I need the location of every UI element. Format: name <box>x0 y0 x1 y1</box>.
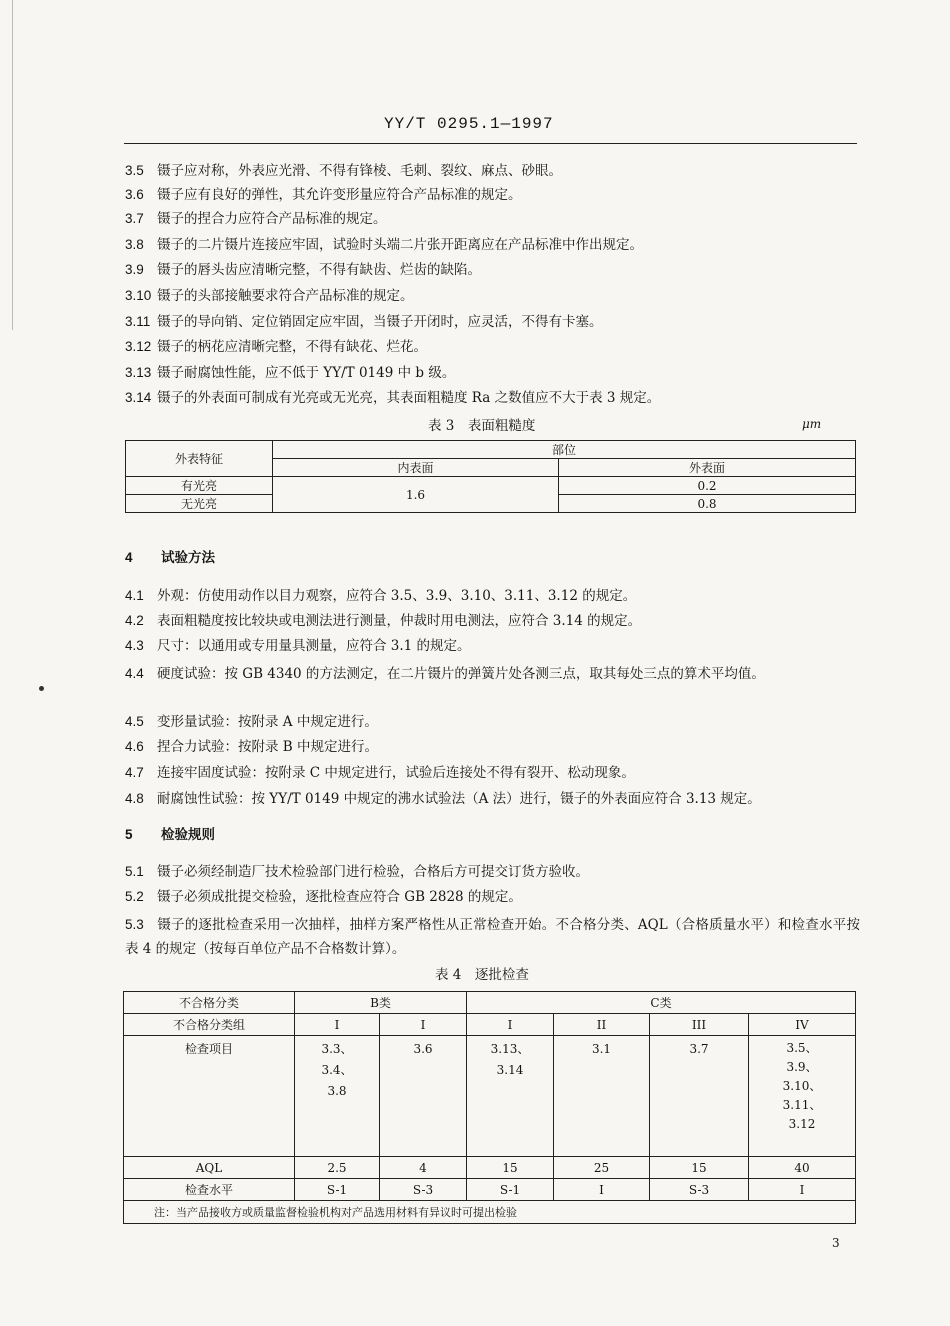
scan-edge-line <box>12 0 13 330</box>
table4-row-label-level: 检查水平 <box>124 1179 295 1201</box>
clause-text: 镊子的逐批检查采用一次抽样，抽样方案严格性从正常检查开始。不合格分类、AQL（合格质量水平）和检查水平按表 4 的规定（按每百单位产品不合格数计算）。 <box>125 917 860 957</box>
table4-group-cell: IV <box>749 1014 856 1036</box>
clause-3-9 <box>125 261 860 279</box>
clause-3-11 <box>125 313 860 331</box>
scan-speck <box>39 686 44 691</box>
table4-items-cell: 3.3、 3.4、 3.8 <box>295 1036 380 1157</box>
clause-text: 镊子的唇头齿应清晰完整，不得有缺齿、烂齿的缺陷。 <box>157 262 481 278</box>
clause-text: 镊子的二片镊片连接应牢固，试验时头端二片张开距离应在产品标准中作出规定。 <box>157 237 643 253</box>
section-title: 检验规则 <box>161 827 215 842</box>
clause-4-4 <box>125 662 860 686</box>
table4-group-cell: II <box>554 1014 650 1036</box>
clause-number: 3.13 <box>125 365 152 380</box>
table4-level-cell: S-3 <box>650 1179 749 1201</box>
clause-5-3 <box>125 913 860 961</box>
table4-level-cell: S-3 <box>380 1179 467 1201</box>
clause-text: 尺寸：以通用或专用量具测量，应符合 3.1 的规定。 <box>157 638 471 654</box>
section-number: 5 <box>125 827 133 842</box>
table3-cell-inner: 1.6 <box>273 477 559 513</box>
clause-number: 4.3 <box>125 638 144 653</box>
clause-3-5 <box>125 162 860 180</box>
clause-text: 镊子的捏合力应符合产品标准的规定。 <box>157 211 387 227</box>
table4-aql-cell: 4 <box>380 1157 467 1179</box>
table4-items-cell: 3.1 <box>554 1036 650 1157</box>
table4-aql-cell: 15 <box>650 1157 749 1179</box>
clause-text: 镊子应对称，外表应光滑、不得有锋棱、毛刺、裂纹、麻点、砂眼。 <box>157 163 562 179</box>
clause-4-8 <box>125 790 860 808</box>
clause-number: 3.10 <box>125 288 152 303</box>
table3-cell-feature: 有光亮 <box>126 477 273 495</box>
clause-text: 镊子应有良好的弹性，其允许变形量应符合产品标准的规定。 <box>157 187 522 203</box>
table4-aql-cell: 2.5 <box>295 1157 380 1179</box>
clause-text: 镊子必须经制造厂技术检验部门进行检验，合格后方可提交订货方验收。 <box>157 864 589 880</box>
clause-text: 镊子的导向销、定位销固定应牢固，当镊子开闭时，应灵活，不得有卡塞。 <box>157 314 603 330</box>
clause-text: 表面粗糙度按比较块或电测法进行测量，仲裁时用电测法，应符合 3.14 的规定。 <box>157 613 642 629</box>
clause-number: 4.5 <box>125 714 144 729</box>
table4-row-label-items: 检查项目 <box>124 1036 295 1157</box>
table3-cell-feature: 无光亮 <box>126 495 273 513</box>
table-row <box>124 1201 856 1224</box>
table-row <box>124 1036 856 1157</box>
table4-level-cell: I <box>554 1179 650 1201</box>
clause-3-12 <box>125 338 860 356</box>
section-title: 试验方法 <box>161 550 215 565</box>
clause-text: 硬度试验：按 GB 4340 的方法测定，在二片镊片的弹簧片处各测三点，取其每处三点的算术平均值。 <box>157 666 765 682</box>
table-row <box>124 1179 856 1201</box>
clause-4-2 <box>125 612 860 630</box>
clause-number: 4.4 <box>125 666 144 681</box>
clause-text: 镊子必须成批提交检验，逐批检查应符合 GB 2828 的规定。 <box>157 889 522 905</box>
clause-text: 镊子的柄花应清晰完整，不得有缺花、烂花。 <box>157 339 427 355</box>
clause-number: 3.5 <box>125 163 144 178</box>
table3-header-part: 部位 <box>273 441 856 459</box>
table4-class-c: C类 <box>467 992 856 1014</box>
clause-text: 镊子的外表面可制成有光亮或无光亮，其表面粗糙度 Ra 之数值应不大于表 3 规定。 <box>157 390 661 406</box>
clause-3-7 <box>125 210 860 228</box>
standard-number-header: YY/T 0295.1—1997 <box>384 115 554 133</box>
section-4-heading <box>125 549 860 567</box>
clause-4-1 <box>125 587 860 605</box>
clause-text: 镊子的头部接触要求符合产品标准的规定。 <box>157 288 414 304</box>
clause-number: 3.7 <box>125 211 144 226</box>
clause-5-2 <box>125 888 860 906</box>
clause-3-13 <box>125 364 860 382</box>
clause-number: 3.9 <box>125 262 144 277</box>
table4-level-cell: S-1 <box>295 1179 380 1201</box>
table3-cell-outer: 0.8 <box>559 495 856 513</box>
clause-number: 3.12 <box>125 339 152 354</box>
section-5-heading <box>125 826 860 844</box>
clause-3-6 <box>125 186 860 204</box>
table4-items-cell: 3.6 <box>380 1036 467 1157</box>
section-number: 4 <box>125 550 133 565</box>
table3-cell-outer: 0.2 <box>559 477 856 495</box>
table3-caption: 表 3 表面粗糙度 <box>428 418 536 434</box>
clause-number: 5.3 <box>125 917 144 932</box>
table3-unit: μm <box>802 417 822 431</box>
table4-aql-cell: 40 <box>749 1157 856 1179</box>
table4-row-label-aql: AQL <box>124 1157 295 1179</box>
table-row <box>124 1157 856 1179</box>
table4-class-b: B类 <box>295 992 467 1014</box>
clause-number: 5.1 <box>125 864 144 879</box>
clause-4-6 <box>125 738 860 756</box>
page-number: 3 <box>832 1236 840 1250</box>
table4-group-cell: III <box>650 1014 749 1036</box>
table4-group-cell: I <box>467 1014 554 1036</box>
clause-number: 3.8 <box>125 237 144 252</box>
table4-level-cell: I <box>749 1179 856 1201</box>
table4-row-label-class: 不合格分类 <box>124 992 295 1014</box>
clause-3-10 <box>125 287 860 305</box>
table4-items-cell: 3.7 <box>650 1036 749 1157</box>
clause-3-8 <box>125 236 860 254</box>
clause-number: 4.6 <box>125 739 144 754</box>
clause-5-1 <box>125 863 860 881</box>
table4-aql-cell: 15 <box>467 1157 554 1179</box>
header-rule <box>124 143 857 144</box>
clause-number: 4.1 <box>125 588 144 603</box>
clause-number: 3.14 <box>125 390 152 405</box>
table4-level-cell: S-1 <box>467 1179 554 1201</box>
clause-number: 5.2 <box>125 889 144 904</box>
table-row <box>124 1014 856 1036</box>
clause-text: 连接牢固度试验：按附录 C 中规定进行，试验后连接处不得有裂开、松动现象。 <box>157 765 635 781</box>
clause-number: 4.2 <box>125 613 144 628</box>
table4-items-cell: 3.5、 3.9、 3.10、 3.11、 3.12 <box>749 1036 856 1157</box>
table3-surface-roughness <box>125 440 856 513</box>
clause-text: 外观：仿使用动作以目力观察，应符合 3.5、3.9、3.10、3.11、3.12 的规定。 <box>157 588 637 604</box>
table4-row-label-group: 不合格分类组 <box>124 1014 295 1036</box>
clause-number: 4.7 <box>125 765 144 780</box>
table3-header-outer: 外表面 <box>559 459 856 477</box>
clause-number: 4.8 <box>125 791 144 806</box>
table-row <box>126 477 856 495</box>
table4-items-cell: 3.13、 3.14 <box>467 1036 554 1157</box>
clause-3-14 <box>125 389 860 407</box>
table4-group-cell: I <box>380 1014 467 1036</box>
clause-text: 捏合力试验：按附录 B 中规定进行。 <box>157 739 379 755</box>
clause-text: 耐腐蚀性试验：按 YY/T 0149 中规定的沸水试验法（A 法）进行，镊子的外表面应符合 3.13 规定。 <box>157 791 761 807</box>
table3-header-feature: 外表特征 <box>126 441 273 477</box>
clause-number: 3.11 <box>125 314 151 329</box>
clause-text: 镊子耐腐蚀性能，应不低于 YY/T 0149 中 b 级。 <box>157 365 456 381</box>
clause-4-7 <box>125 764 860 782</box>
clause-text: 变形量试验：按附录 A 中规定进行。 <box>157 714 378 730</box>
table4-group-cell: I <box>295 1014 380 1036</box>
table3-header-inner: 内表面 <box>273 459 559 477</box>
table4-batch-inspection <box>123 991 856 1224</box>
table4-caption: 表 4 逐批检查 <box>435 967 529 983</box>
table4-aql-cell: 25 <box>554 1157 650 1179</box>
clause-number: 3.6 <box>125 187 144 202</box>
table4-note: 注：当产品接收方或质量监督检验机构对产品选用材料有异议时可提出检验 <box>124 1201 856 1224</box>
clause-4-5 <box>125 713 860 731</box>
clause-4-3 <box>125 637 860 655</box>
